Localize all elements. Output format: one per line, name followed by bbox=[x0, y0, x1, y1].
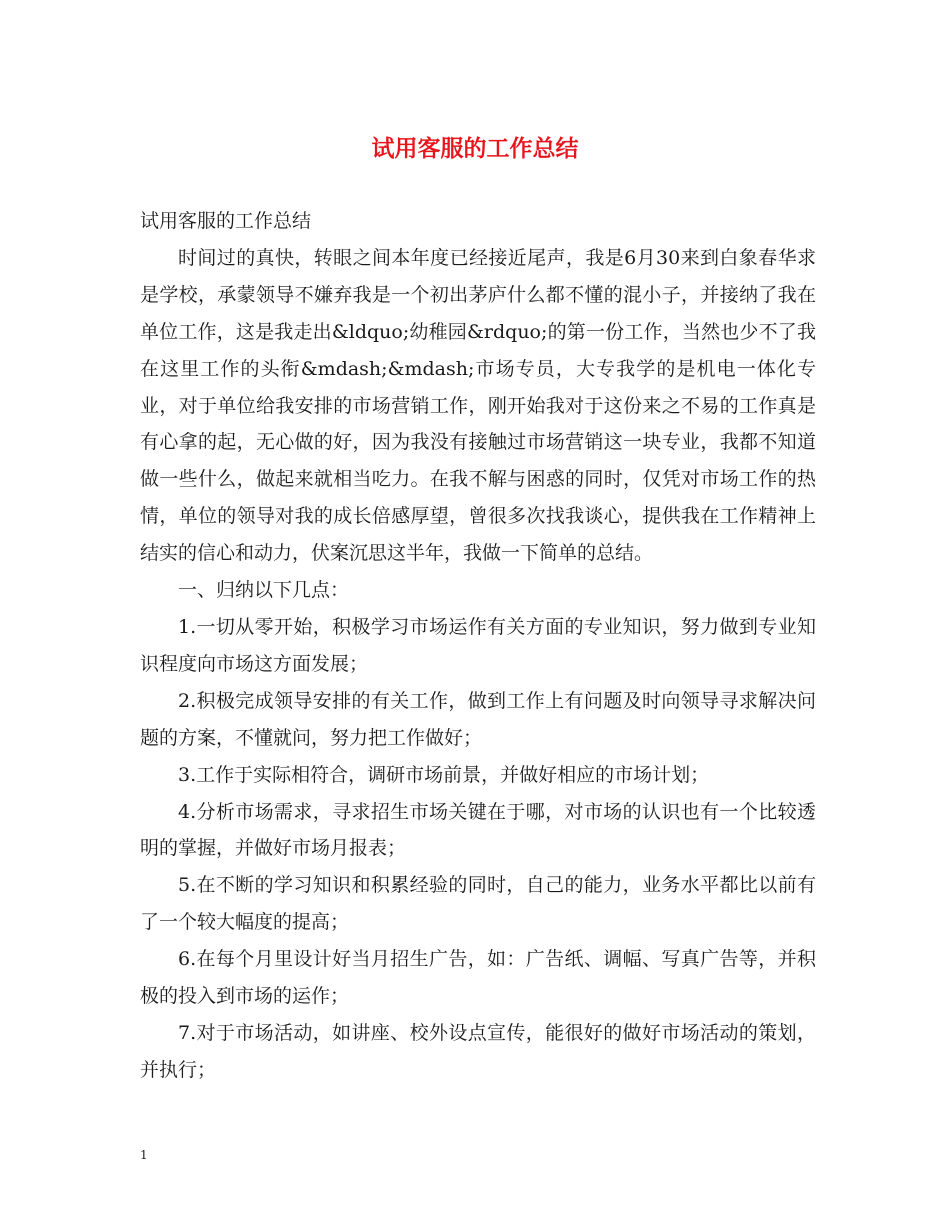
document-subtitle: 试用客服的工作总结 bbox=[140, 210, 312, 232]
paragraph-item-3: 3.工作于实际相符合，调研市场前景，并做好相应的市场计划； bbox=[178, 763, 710, 786]
paragraph-item-6: 6.在每个月里设计好当月招生广告，如：广告纸、调幅、写真广告等，并积极的投入到市场的运作； bbox=[140, 948, 816, 1008]
document-title: 试用客服的工作总结 bbox=[371, 136, 579, 162]
page-number: 1 bbox=[140, 1148, 148, 1162]
paragraph-intro: 时间过的真快，转眼之间本年度已经接近尾声，我是6月30来到白象春华求是学校，承蒙领导不嫌弃我是一个初出茅庐什么都不懂的混小子，并接纳了我在单位工作，这是我走出&ldquo;幼稚园&rdquo;的第一份工作，当然也少不了我在这里工作的头衔&mdash;&mdash;市场专员，大专我学的是机电一体化专业，对于单位给我安排的市场营销工作，刚开始我对于这份来之不易的工作真是有心拿的起，无心做的好，因为我没有接触过市场营销这一块专业，我都不知道做一些什么，做起来就相当吃力。在我不解与困惑的同时，仅凭对市场工作的热情，单位的领导对我的成长倍感厚望，曾很多次找我谈心，提供我在工作精神上结实的信心和动力，伏案沉思这半年，我做一下简单的总结。 bbox=[140, 246, 816, 565]
paragraph-item-1: 1.一切从零开始，积极学习市场运作有关方面的专业知识，努力做到专业知识程度向市场这方面发展； bbox=[140, 615, 816, 675]
document-body bbox=[140, 203, 816, 1089]
paragraph-section-heading: 一、归纳以下几点： bbox=[178, 579, 350, 602]
paragraph-item-5: 5.在不断的学习知识和积累经验的同时，自己的能力，业务水平都比以前有了一个较大幅度的提高； bbox=[140, 874, 816, 934]
paragraph-item-4: 4.分析市场需求，寻求招生市场关键在于哪，对市场的认识也有一个比较透明的掌握，并做好市场月报表； bbox=[140, 800, 816, 860]
paragraph-item-7: 7.对于市场活动，如讲座、校外设点宣传，能很好的做好市场活动的策划，并执行； bbox=[140, 1021, 816, 1081]
paragraph-item-2: 2.积极完成领导安排的有关工作，做到工作上有问题及时向领导寻求解决问题的方案，不懂就问，努力把工作做好； bbox=[140, 689, 816, 749]
